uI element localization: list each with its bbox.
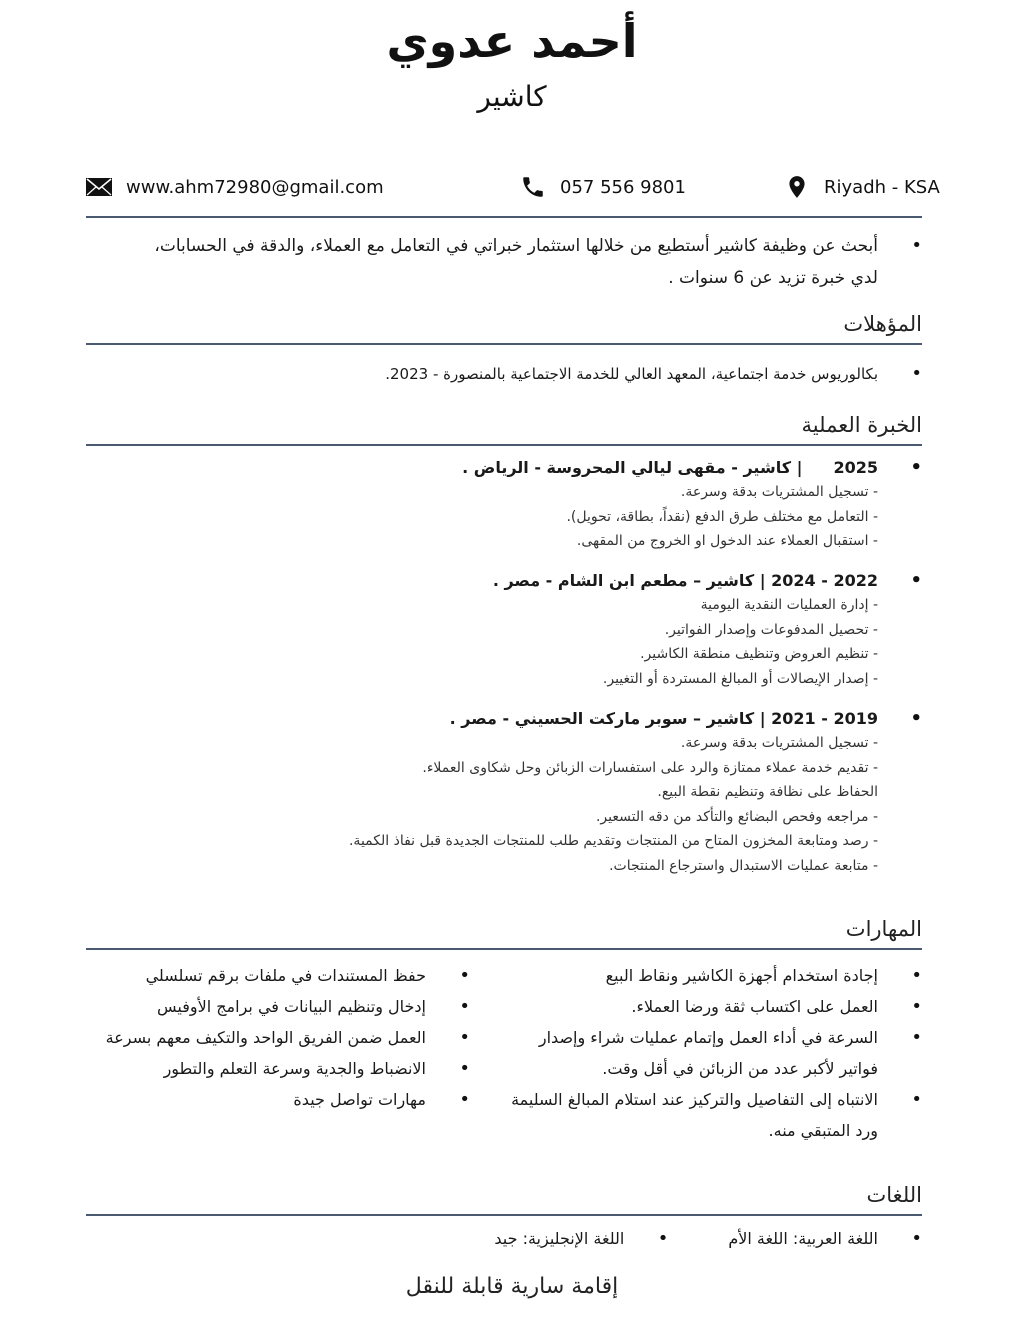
job-years: 2022 - 2024 <box>771 571 878 590</box>
job-duty: - إدارة العمليات النقدية اليومية <box>700 597 878 613</box>
envelope-icon <box>86 174 112 200</box>
job-title: كاشير <box>477 80 547 113</box>
contact-location <box>784 172 940 202</box>
job-duty: - التعامل مع مختلف طرق الدفع (نقداً، بطاقة، تحويل). <box>566 508 878 525</box>
residency-note: إقامة سارية قابلة للنقل <box>405 1274 619 1299</box>
job-title-company: | كاشير – سوبر ماركت الحسيني - مصر . <box>449 709 766 728</box>
qualifications-title: المؤهلات <box>843 312 922 336</box>
qualifications-list <box>122 362 922 386</box>
job-heading <box>122 707 922 731</box>
job-title-company: | كاشير - مقهى ليالي المحروسة - الرياض . <box>462 458 803 477</box>
qualification-item: • بكالوريوس خدمة اجتماعية، المعهد العالي للخدمة الاجتماعية بالمنصورة - 2023. <box>122 362 922 386</box>
skill-item: • العمل ضمن الفريق الواحد والتكيف معهم بسرعة <box>50 1022 470 1053</box>
skill-item: • العمل على اكتساب ثقة ورضا العملاء. <box>502 991 922 1022</box>
experience-title: الخبرة العملية <box>801 413 922 437</box>
job-entry <box>122 707 922 878</box>
candidate-name: أحمد عدوي <box>386 14 638 68</box>
phone-icon <box>520 174 546 200</box>
location-text: Riyadh - KSA <box>824 176 940 198</box>
skills-title: المهارات <box>845 917 922 941</box>
divider <box>86 216 922 218</box>
skill-item: • إجادة استخدام أجهزة الكاشير ونقاط البيع <box>502 960 922 991</box>
contact-email[interactable] <box>86 172 384 202</box>
phone-text: 057 556 9801 <box>560 176 686 198</box>
job-years: 2019 - 2021 <box>771 709 878 728</box>
language-item: • اللغة العربية: اللغة الأم <box>728 1226 922 1252</box>
languages-list <box>322 1226 922 1252</box>
job-duty: - تسجيل المشتريات بدقة وسرعة. <box>680 484 878 500</box>
job-entry <box>122 569 922 691</box>
job-duty: - تنظيم العروض وتنظيف منطقة الكاشير. <box>640 646 878 662</box>
job-duty: - رصد ومتابعة المخزون المتاح من المنتجات وتقديم طلب للمنتجات الجديدة قبل نفاذ الكمية. <box>348 833 878 849</box>
job-entry <box>122 456 922 554</box>
language-item: • اللغة الإنجليزية: جيد <box>494 1226 668 1252</box>
skill-item: • الانضباط والجدية وسرعة التعلم والتطور <box>50 1053 470 1084</box>
job-heading <box>122 569 922 593</box>
divider <box>86 1214 922 1216</box>
job-duty: - استقبال العملاء عند الدخول او الخروج من المقهى. <box>576 533 878 549</box>
job-heading <box>122 456 922 480</box>
skills-list-left <box>50 960 470 1115</box>
contact-phone[interactable] <box>520 172 686 202</box>
languages-title: اللغات <box>866 1183 922 1207</box>
job-duty: - تسجيل المشتريات بدقة وسرعة. <box>680 735 878 751</box>
job-duty: الحفاظ على نظافة وتنظيم نقطة البيع. <box>657 784 878 800</box>
location-pin-icon <box>784 174 810 200</box>
skill-item: • إدخال وتنظيم البيانات في برامج الأوفيس <box>50 991 470 1022</box>
skill-item: • الانتباه إلى التفاصيل والتركيز عند استلام المبالغ السليمة ورد المتبقي منه. <box>502 1084 922 1146</box>
job-duty: - تقديم خدمة عملاء ممتازة والرد على استفسارات الزبائن وحل شكاوى العملاء. <box>422 759 878 776</box>
skill-item: • السرعة في أداء العمل وإتمام عمليات شراء وإصدار فواتير لأكبر عدد من الزبائن في أقل وقت. <box>502 1022 922 1084</box>
summary-list <box>122 230 922 294</box>
skill-item: • مهارات تواصل جيدة <box>50 1084 470 1115</box>
job-duty: - تحصيل المدفوعات وإصدار الفواتير. <box>664 621 878 638</box>
email-text: www.ahm72980@gmail.com <box>126 176 384 198</box>
job-title-company: | كاشير – مطعم ابن الشام - مصر . <box>492 571 766 590</box>
job-duty: - متابعة عمليات الاستبدال واسترجاع المنتجات. <box>609 857 878 874</box>
divider <box>86 444 922 446</box>
divider <box>86 948 922 950</box>
job-duty: - إصدار الإيصالات أو المبالغ المستردة أو التغيير. <box>602 670 878 687</box>
job-duty: - مراجعه وفحص البضائع والتأكد من دقه التسعير. <box>595 808 878 825</box>
job-years: 2025 <box>833 458 878 477</box>
skill-item: • حفظ المستندات في ملفات برقم تسلسلي <box>50 960 470 991</box>
skills-list-right <box>502 960 922 1146</box>
divider <box>86 343 922 345</box>
summary-text: • أبحث عن وظيفة كاشير أستطيع من خلالها استثمار خبراتي في التعامل مع العملاء، والدقة في الحسابات، لدي خبرة تزيد عن 6 سنوات . <box>122 230 922 294</box>
